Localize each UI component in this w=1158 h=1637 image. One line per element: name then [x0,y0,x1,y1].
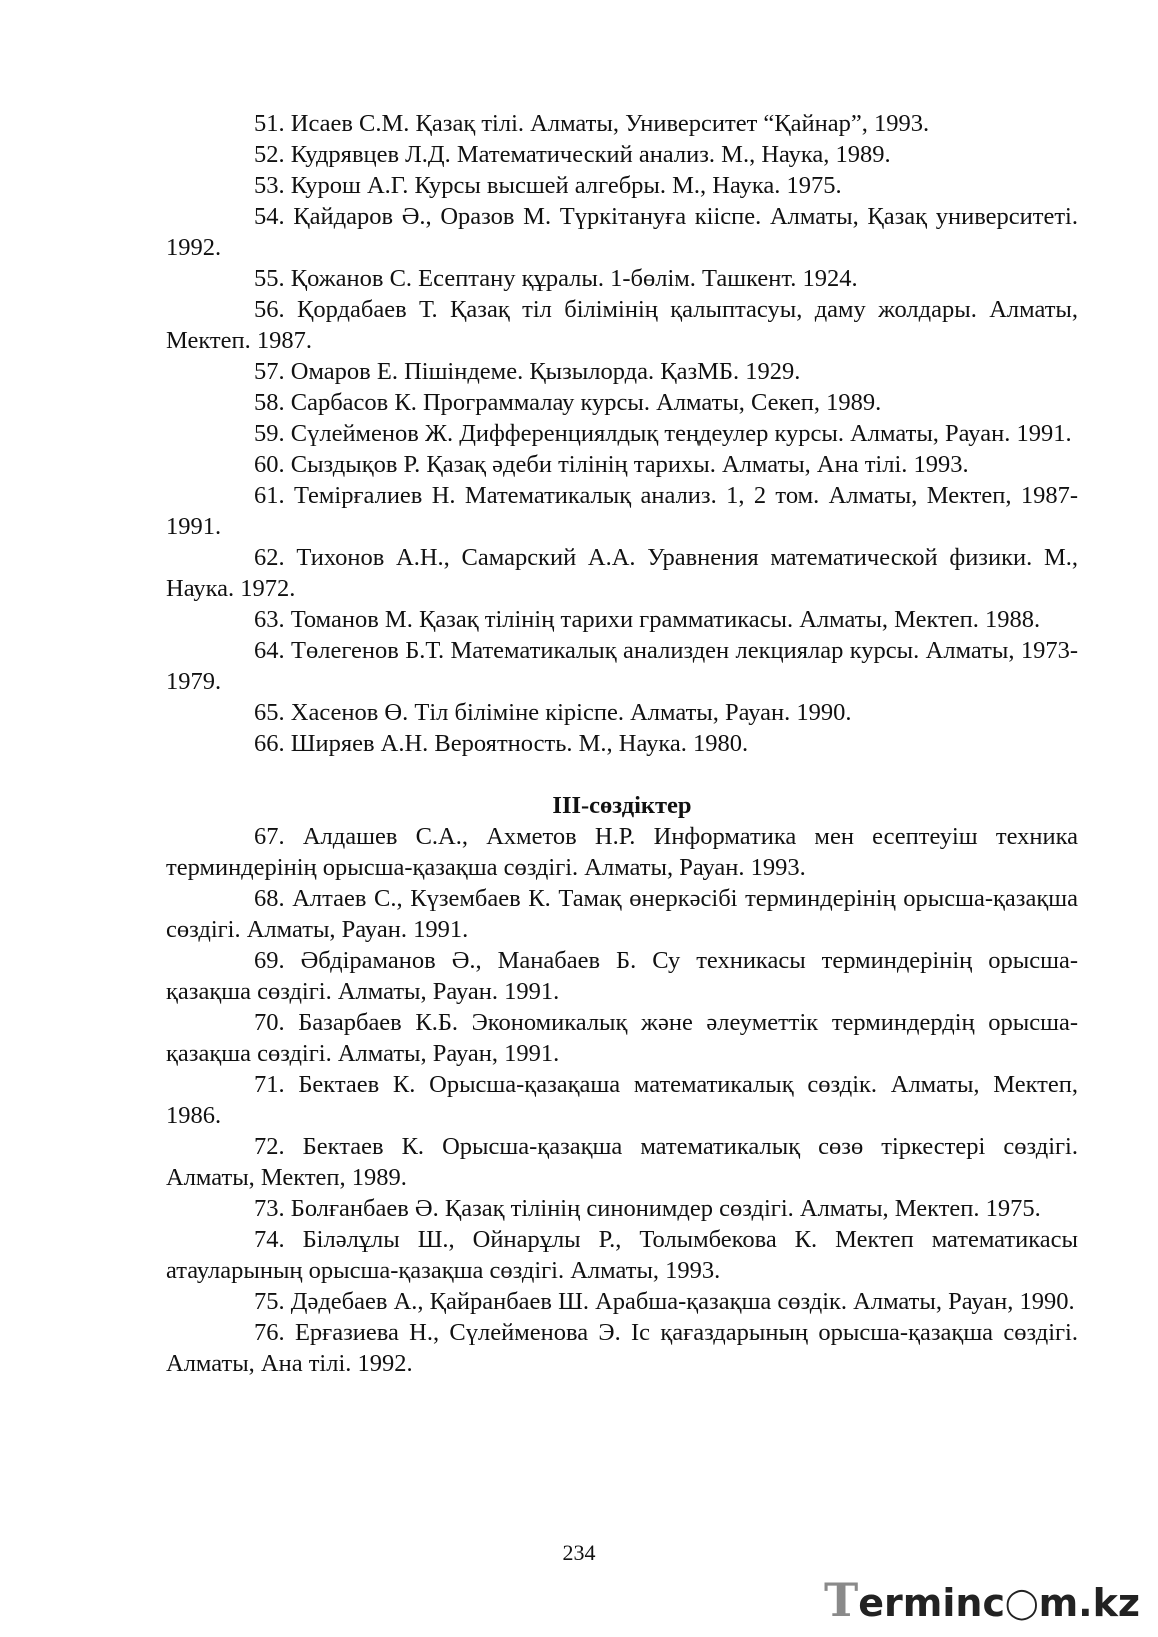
bibliography-entry: 58. Сарбасов К. Программалау курсы. Алматы, Секеп, 1989. [254,389,882,416]
bibliography-entry: 71. Бектаев К. Орысша-қазақаша математикалық сөздік. Алматы, Мектеп, 1986. [166,1071,1078,1129]
bibliography-entry: 73. Болғанбаев Ә. Қазақ тілінің синонимдер сөздігі. Алматы, Мектеп. 1975. [254,1195,1041,1222]
bibliography-entry: 64. Төлегенов Б.Т. Математикалық анализден лекциялар курсы. Алматы, 1973-1979. [166,637,1078,695]
page-number: 234 [562,1540,596,1565]
site-watermark [824,1573,1140,1627]
bibliography-entry: 61. Темірғалиев Н. Математикалық анализ. 1, 2 том. Алматы, Мектеп, 1987-1991. [166,482,1078,540]
bibliography-entry: 74. Біләлұлы Ш., Ойнарұлы Р., Толымбекова К. Мектеп математикасы атауларының орысша-қазақша сөздігі. Алматы, 1993. [166,1226,1078,1284]
bibliography-entry: 62. Тихонов А.Н., Самарский А.А. Уравнения математической физики. М., Наука. 1972. [166,544,1078,602]
bibliography-entry: 75. Дәдебаев А., Қайранбаев Ш. Арабша-қазақша сөздік. Алматы, Рауан, 1990. [254,1288,1075,1315]
watermark-t-glyph: T [824,1573,859,1627]
bibliography-entry: 60. Сыздықов Р. Қазақ әдеби тілінің тарихы. Алматы, Ана тілі. 1993. [254,451,969,478]
watermark-text-start: erminc [858,1581,1005,1625]
section-heading: ІІІ-сөздіктер [552,792,692,819]
bibliography-entry: 51. Исаев С.М. Қазақ тілі. Алматы, Университет “Қайнар”, 1993. [254,110,930,137]
bibliography-entry: 54. Қайдаров Ә., Оразов М. Түркітануға кіiспе. Алматы, Қазақ университеті. 1992. [166,203,1078,261]
bibliography-entry: 56. Қордабаев Т. Қазақ тіл білімінің қалыптасуы, даму жолдары. Алматы, Мектеп. 1987. [166,296,1078,354]
watermark-o-icon: ◯ [1005,1586,1039,1621]
bibliography-entry: 66. Ширяев А.Н. Вероятность. М., Наука. 1980. [254,730,749,757]
bibliography-list-b [166,821,1078,1379]
bibliography-page [166,108,1078,1379]
bibliography-entry: 63. Томанов М. Қазақ тілінің тарихи грамматикасы. Алматы, Мектеп. 1988. [254,606,1041,633]
bibliography-entry: 69. Әбдіраманов Ә., Манабаев Б. Су техникасы терминдерінің орысша-қазақша сөздігі. Алматы, Рауан. 1991. [166,947,1078,1005]
bibliography-entry: 55. Қожанов С. Есептану құралы. 1-бөлім. Ташкент. 1924. [254,265,858,292]
bibliography-entry: 72. Бектаев К. Орысша-қазақша математикалық сөзө тіркестері сөздігі. Алматы, Мектеп, 1989. [166,1133,1078,1191]
bibliography-entry: 76. Ерғазиева Н., Сүлейменова Э. Іс қағаздарының орысша-қазақша сөздігі. Алматы, Ана тілі. 1992. [166,1319,1078,1377]
bibliography-entry: 53. Курош А.Г. Курсы высшей алгебры. М., Наука. 1975. [254,172,842,199]
bibliography-entry: 57. Омаров Е. Пішіндеме. Қызылорда. ҚазМБ. 1929. [254,358,801,385]
bibliography-entry: 59. Сүлейменов Ж. Дифференциялдық теңдеулер курсы. Алматы, Рауан. 1991. [254,420,1072,447]
bibliography-list-a [166,108,1078,759]
bibliography-entry: 65. Хасенов Ө. Тіл біліміне кіріспе. Алматы, Рауан. 1990. [254,699,852,726]
bibliography-entry: 68. Алтаев С., Күзембаев К. Тамақ өнеркәсібі терминдерінің орысша-қазақша сөздігі. Алматы, Рауан. 1991. [166,885,1078,943]
bibliography-entry: 70. Базарбаев К.Б. Экономикалық және әлеуметтік терминдердің орысша-қазақша сөздігі. Алматы, Рауан, 1991. [166,1009,1078,1067]
watermark-text-end: m.kz [1038,1581,1140,1625]
bibliography-entry: 67. Алдашев С.А., Ахметов Н.Р. Информатика мен есептеуіш техника терминдерінің орысша-қазақша сөздігі. Алматы, Рауан. 1993. [166,823,1078,881]
bibliography-entry: 52. Кудрявцев Л.Д. Математический анализ. М., Наука, 1989. [254,141,891,168]
